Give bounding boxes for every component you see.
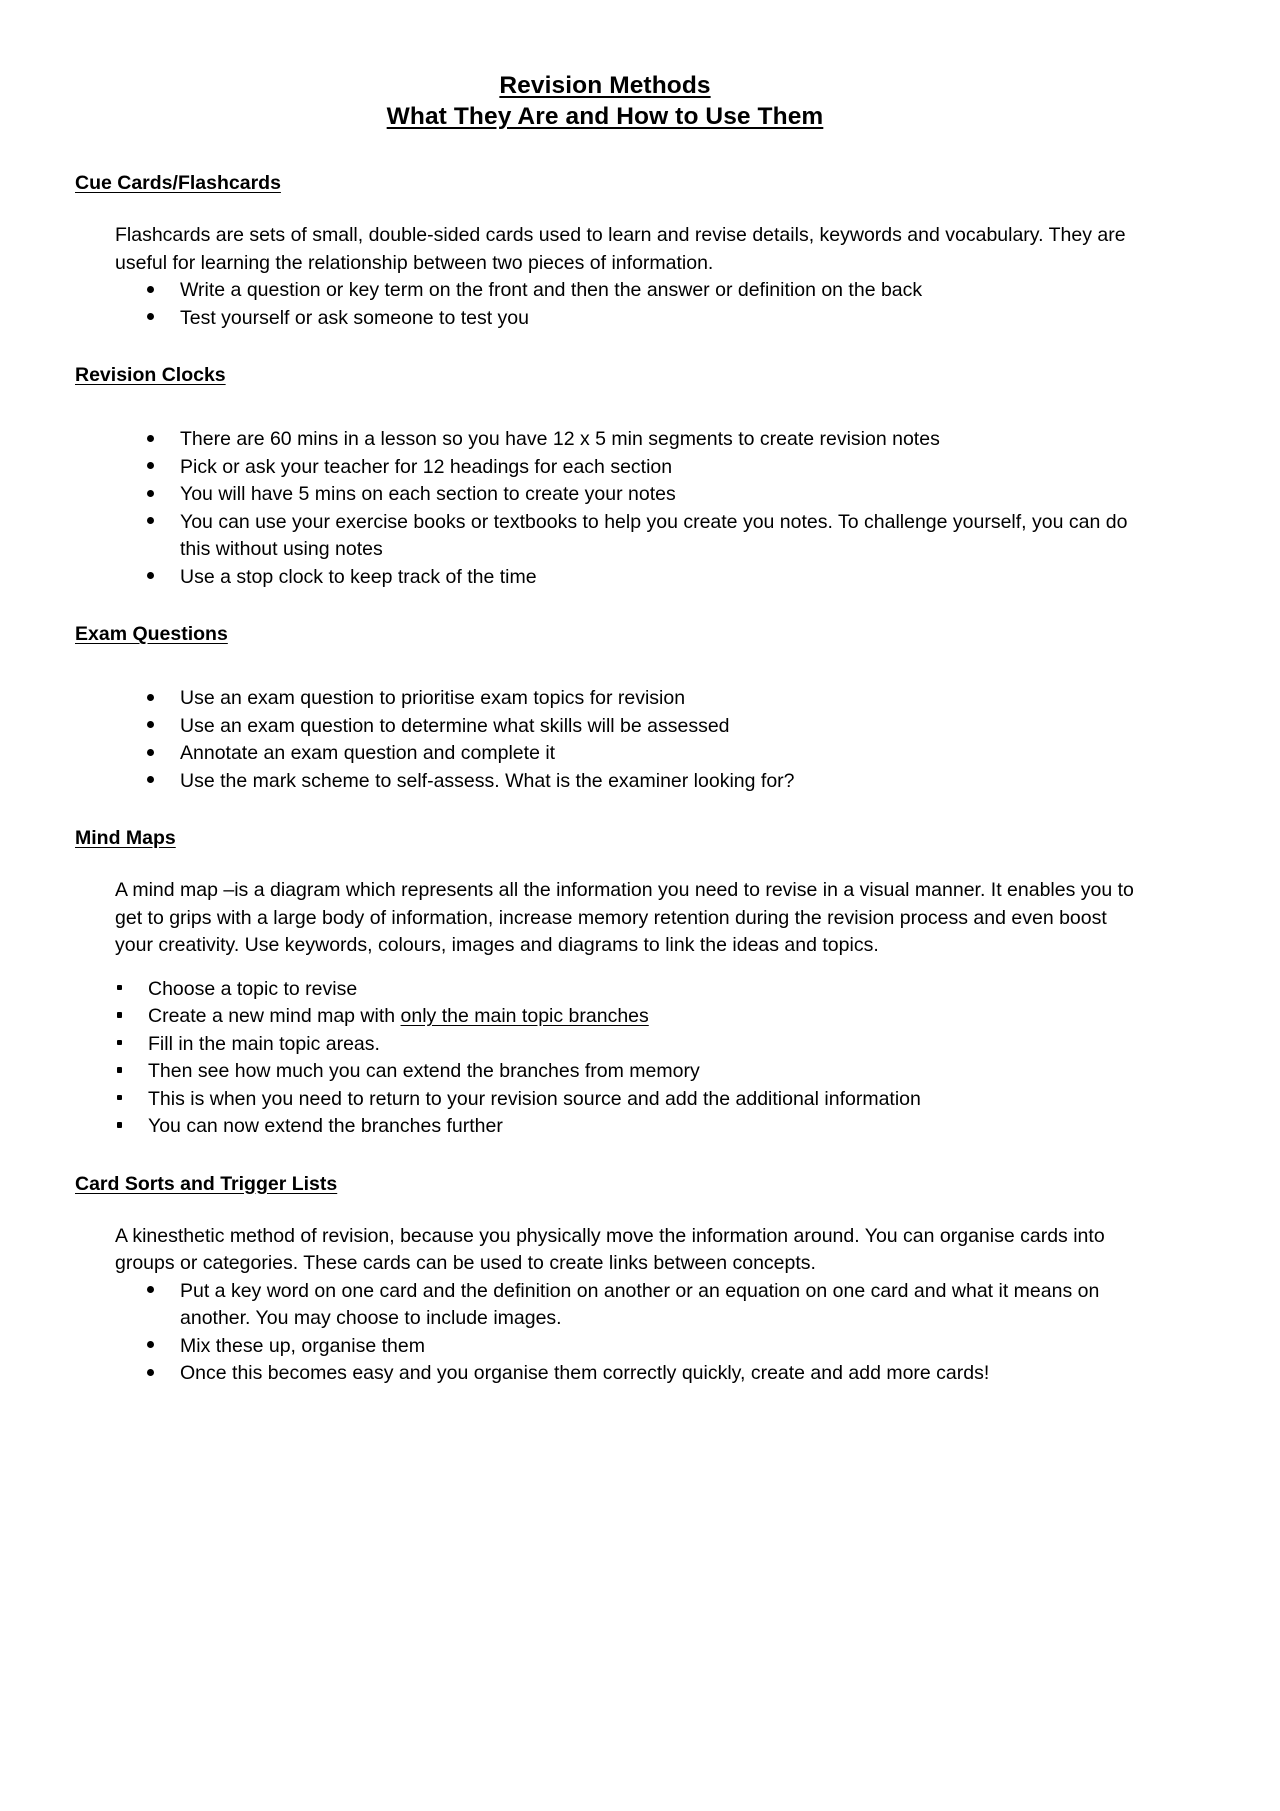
spacer xyxy=(75,1197,1135,1223)
page-title-line-2: What They Are and How to Use Them xyxy=(386,103,824,130)
bullet-icon xyxy=(147,740,163,768)
section-cue-cards xyxy=(75,170,1135,332)
section-card-sorts xyxy=(75,1171,1135,1388)
section-exam-questions xyxy=(75,621,1135,795)
spacer xyxy=(75,795,1135,825)
section-heading-text: Mind Maps xyxy=(75,827,176,849)
spacer xyxy=(75,196,1135,222)
list-item-text: Annotate an exam question and complete it xyxy=(180,742,556,764)
list-item-text: Pick or ask your teacher for 12 headings for each section xyxy=(180,455,673,478)
section-paragraph: A kinesthetic method of revision, because you physically move the information around. You can organise cards into groups or categories. These cards can be used to create links between concepts. xyxy=(115,1224,1105,1274)
list-item-text: Fill in the main topic areas. xyxy=(148,1032,380,1055)
list-item-text: Put a key word on one card and the definition on another or an equation on one card and what it means on another. You may choose to include images. xyxy=(180,1279,1100,1329)
list-item xyxy=(75,1003,1135,1031)
page-subtitle xyxy=(75,101,1135,132)
list-item xyxy=(75,1333,1135,1361)
list-item-text: Use the mark scheme to self-assess. What is the examiner looking for? xyxy=(180,769,795,792)
list-item xyxy=(75,1278,1135,1333)
list-item xyxy=(75,1031,1135,1059)
bullet-icon xyxy=(147,564,163,592)
spacer xyxy=(75,388,1135,426)
bullet-icon xyxy=(117,1086,133,1114)
section-bullet-list xyxy=(75,976,1135,1141)
page-title xyxy=(75,70,1135,101)
bullet-icon xyxy=(147,1333,163,1361)
section-bullet-list xyxy=(75,277,1135,332)
list-item xyxy=(75,685,1135,713)
section-heading xyxy=(75,1171,1135,1197)
list-item-text: You can now extend the branches further xyxy=(148,1115,503,1137)
section-heading xyxy=(75,170,1135,196)
list-item-text: You can use your exercise books or textbooks to help you create you notes. To challenge yourself, you can do this without using notes xyxy=(180,510,1128,560)
list-item xyxy=(75,1360,1135,1388)
bullet-icon xyxy=(147,768,163,796)
bullet-icon xyxy=(117,1003,133,1031)
list-item xyxy=(75,305,1135,333)
list-item xyxy=(75,481,1135,509)
list-item xyxy=(75,509,1135,564)
bullet-icon xyxy=(147,481,163,509)
list-item-text: Use an exam question to determine what skills will be assessed xyxy=(180,714,730,737)
bullet-icon xyxy=(147,1360,163,1388)
section-bullet-list xyxy=(75,1278,1135,1388)
list-item-text: Write a question or key term on the front and then the answer or definition on the back xyxy=(180,279,923,301)
spacer xyxy=(75,647,1135,685)
section-heading-text: Cue Cards/Flashcards xyxy=(75,172,281,194)
bullet-icon xyxy=(147,1278,163,1306)
section-heading-text: Card Sorts and Trigger Lists xyxy=(75,1172,338,1195)
section-revision-clocks xyxy=(75,362,1135,591)
bullet-icon xyxy=(147,426,163,454)
list-item xyxy=(75,768,1135,796)
spacer xyxy=(75,960,1135,976)
page-title-line-1: Revision Methods xyxy=(499,72,711,99)
bullet-icon xyxy=(147,713,163,741)
section-heading-text: Revision Clocks xyxy=(75,364,226,386)
section-heading xyxy=(75,362,1135,388)
list-item-text: This is when you need to return to your revision source and add the additional information xyxy=(148,1087,921,1110)
bullet-icon xyxy=(117,1031,133,1059)
list-item-text: There are 60 mins in a lesson so you have 12 x 5 min segments to create revision notes xyxy=(180,428,940,450)
bullet-icon xyxy=(117,976,133,1004)
list-item xyxy=(75,564,1135,592)
section-heading xyxy=(75,621,1135,647)
list-item-text: Once this becomes easy and you organise them correctly quickly, create and add more cards! xyxy=(180,1362,990,1384)
spacer xyxy=(75,591,1135,621)
section-bullet-list xyxy=(75,426,1135,591)
bullet-icon xyxy=(117,1113,133,1141)
bullet-icon xyxy=(117,1058,133,1086)
bullet-icon xyxy=(147,454,163,482)
list-item-text-underlined: only the main topic branches xyxy=(400,1005,649,1027)
spacer xyxy=(75,332,1135,362)
section-heading xyxy=(75,825,1135,851)
list-item-text: Choose a topic to revise xyxy=(148,977,358,1000)
spacer xyxy=(75,851,1135,877)
document-title-block xyxy=(75,70,1135,132)
section-heading-text: Exam Questions xyxy=(75,623,228,645)
bullet-icon xyxy=(147,509,163,537)
list-item-text: You will have 5 mins on each section to create your notes xyxy=(180,483,676,505)
list-item-text: Use an exam question to prioritise exam topics for revision xyxy=(180,687,686,709)
bullet-icon xyxy=(147,305,163,333)
section-bullet-list xyxy=(75,685,1135,795)
list-item xyxy=(75,1086,1135,1114)
list-item-text: Mix these up, organise them xyxy=(180,1334,425,1357)
list-item xyxy=(75,454,1135,482)
list-item xyxy=(75,713,1135,741)
list-item-text xyxy=(148,1005,649,1027)
section-paragraph: A mind map –is a diagram which represents all the information you need to revise in a visual manner. It enables you to get to grips with a large body of information, increase memory retention during the revision process and even boost your creativity. Use keywords, colours, images and diagrams to link the ideas and topics. xyxy=(115,879,1134,956)
list-item xyxy=(75,740,1135,768)
spacer xyxy=(75,1141,1135,1171)
list-item-text: Use a stop clock to keep track of the time xyxy=(180,565,537,588)
section-mind-maps xyxy=(75,825,1135,1141)
list-item-text-plain: Create a new mind map with xyxy=(148,1005,401,1027)
list-item xyxy=(75,277,1135,305)
list-item xyxy=(75,1113,1135,1141)
list-item xyxy=(75,976,1135,1004)
list-item xyxy=(75,1058,1135,1086)
list-item xyxy=(75,426,1135,454)
bullet-icon xyxy=(147,277,163,305)
bullet-icon xyxy=(147,685,163,713)
list-item-text: Then see how much you can extend the branches from memory xyxy=(148,1060,700,1082)
section-paragraph: Flashcards are sets of small, double-sided cards used to learn and revise details, keywords and vocabulary. They are useful for learning the relationship between two pieces of information. xyxy=(115,224,1126,274)
list-item-text: Test yourself or ask someone to test you xyxy=(180,306,530,329)
spacer xyxy=(75,132,1135,170)
